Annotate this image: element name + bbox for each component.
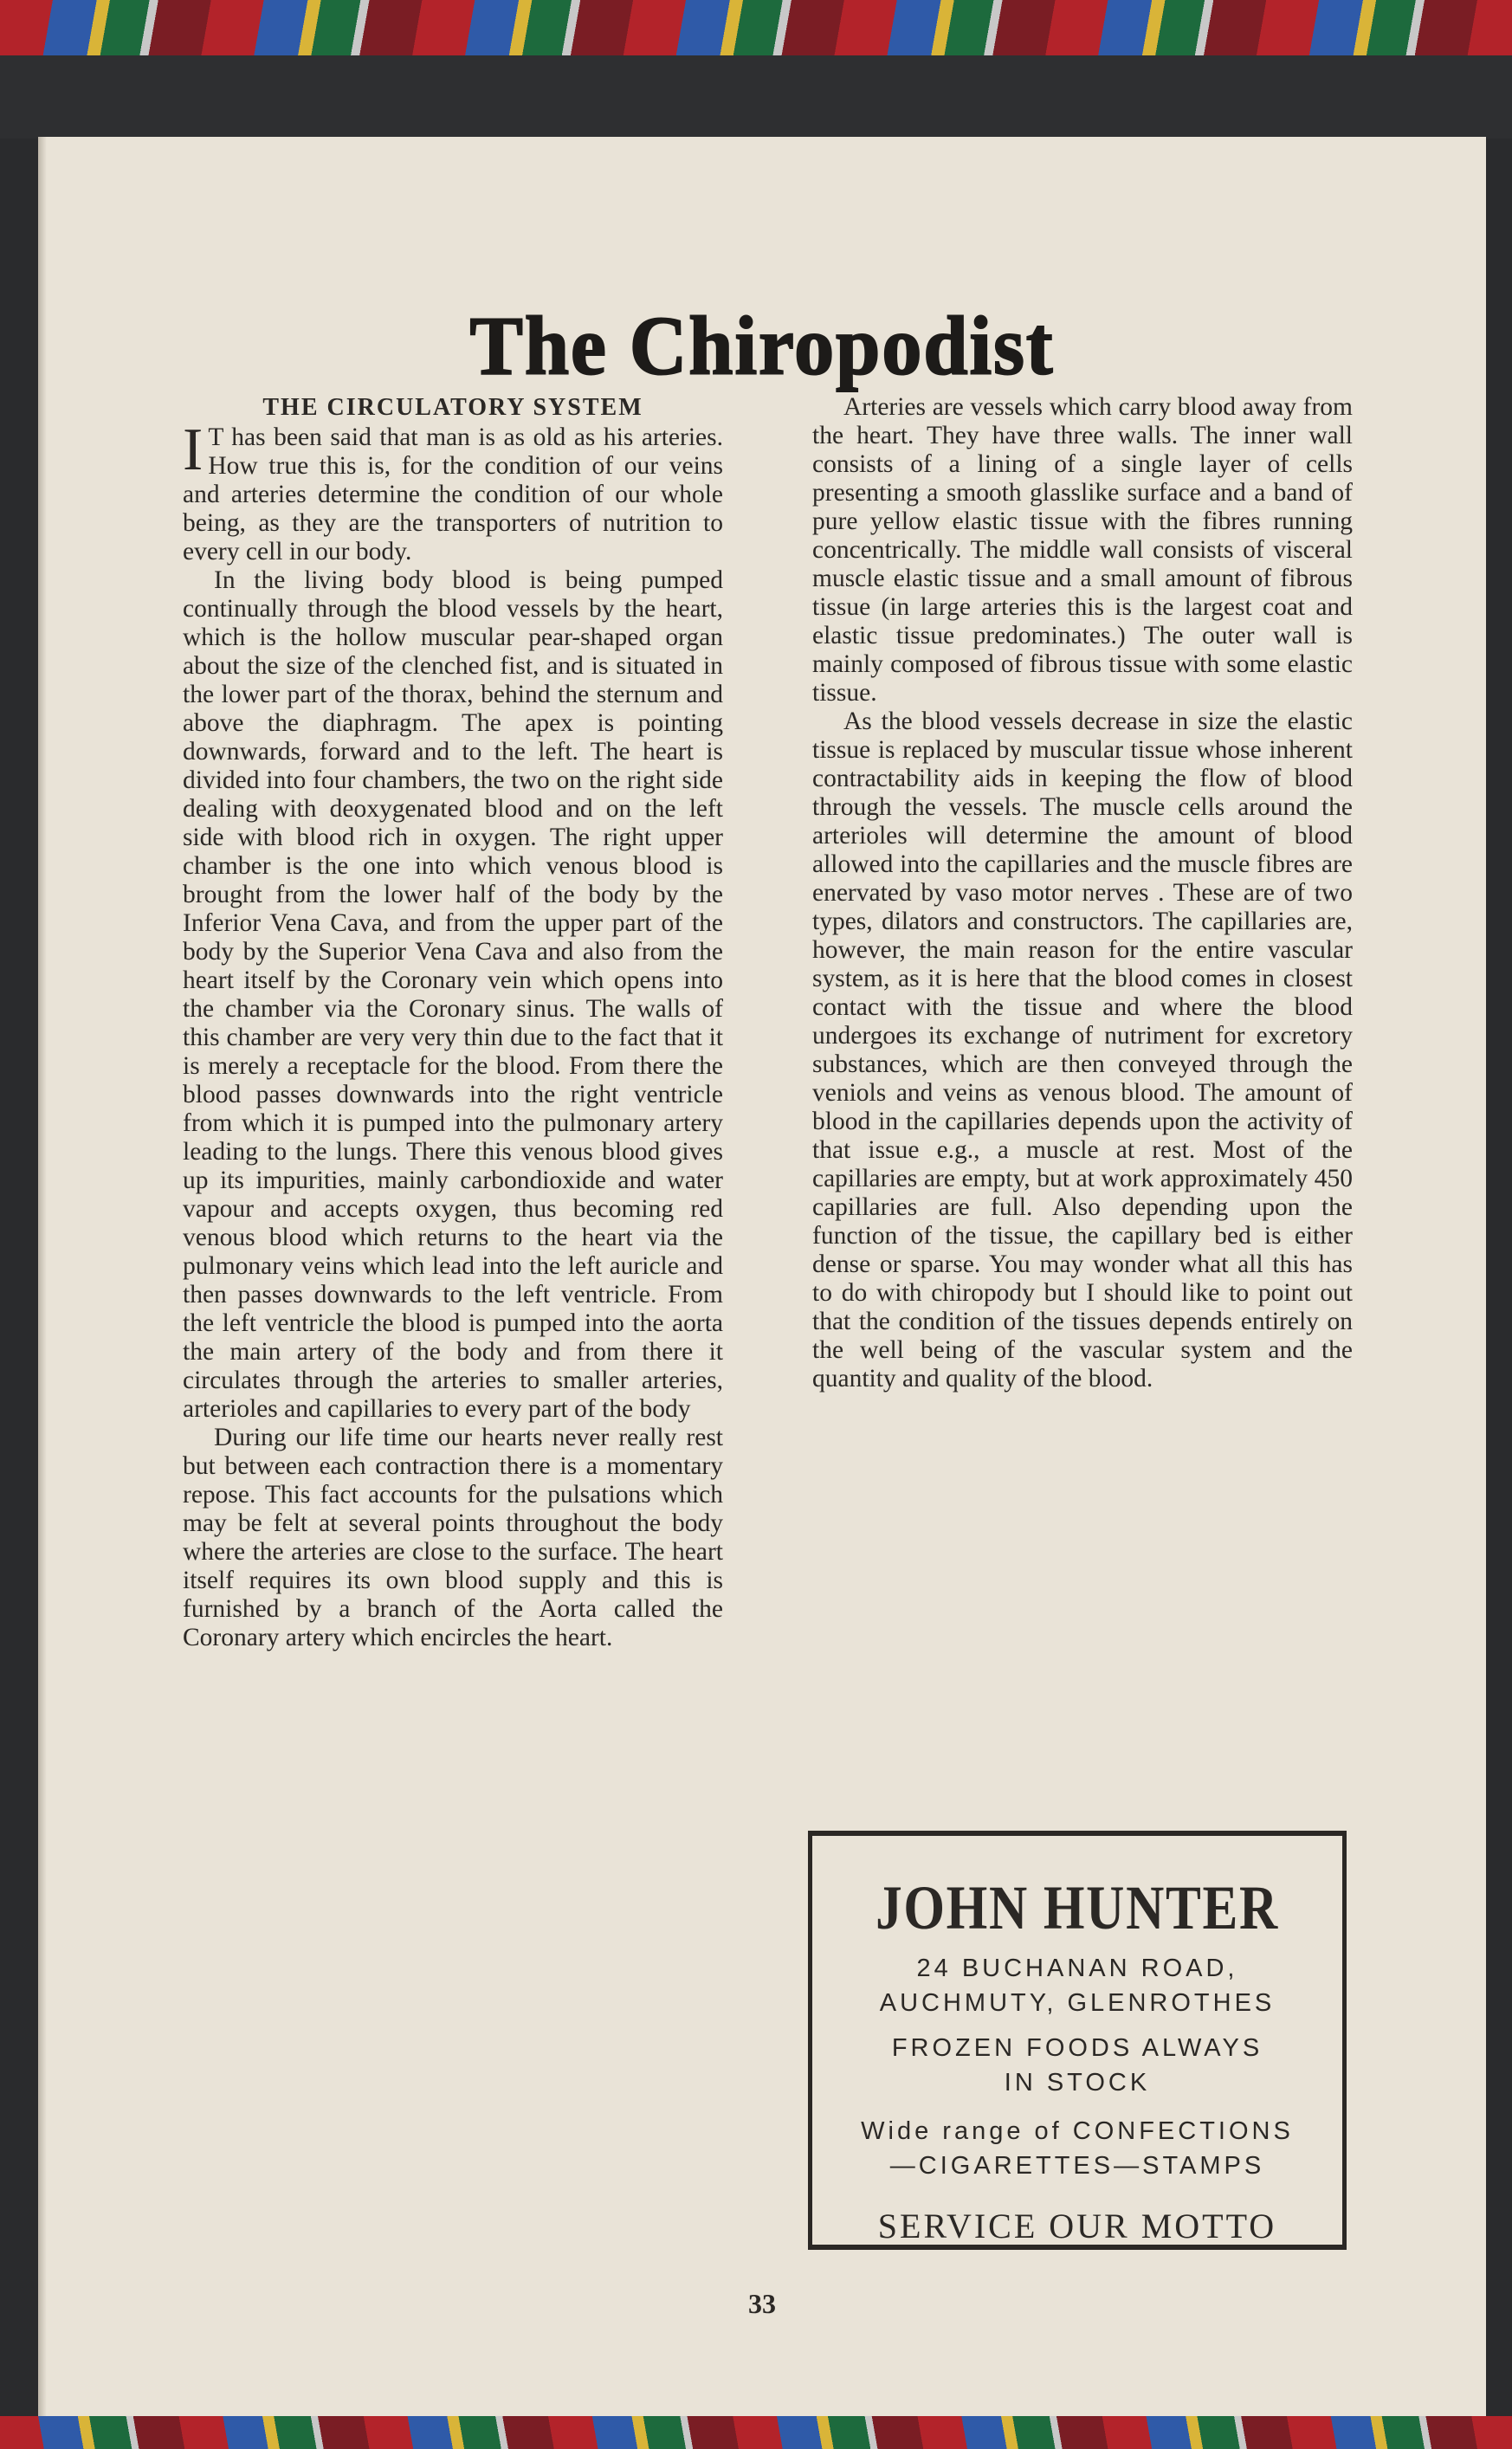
article-heading: THE CIRCULATORY SYSTEM (262, 394, 643, 421)
drop-cap: I (183, 417, 204, 483)
paragraph: As the blood vessels decrease in size the elastic tissue is replaced by muscular tissue whose inherent contractability aids in keeping the flow of blood through the vessels. The muscle cells around the arterioles will determine the amount of blood allowed into the capillaries and the muscle fibres are enervated by vaso motor nerves . These are of two types, dilators and constructors. The capillaries are, however, the main reason for the entire vascular system, as it is here that the blood comes in closest contact with the tissue and where the blood undergoes its exchange of nutriment for excretory substances, which are then conveyed through the veniols and veins as venous blood. The amount of blood in the capillaries depends upon the activity of that issue e.g., a muscle at rest. Most of the capillaries are empty, but at work approximately 450 capillaries are full. Also depending upon the function of the tissue, the capillary bed is either dense or sparse. You may wonder what all this has to do with chiropody but I should like to point out that the condition of the tissues depends entirely on the well being of the vascular system and the quantity and quality of the blood. (812, 708, 1353, 1393)
paragraph (183, 417, 723, 566)
magazine-page (38, 137, 1486, 2416)
left-column (183, 393, 723, 1652)
advert-name: JOHN HUNTER (876, 1873, 1279, 1942)
paragraph: In the living body blood is being pumped continually through the blood vessels by the heart, which is the hollow muscular pear-shaped organ about the size of the clenched fist, and is situated in the lower part of the thorax, behind the sternum and above the diaphragm. The apex is pointing downwards, forward and to the left. The heart is divided into four chambers, the two on the right side dealing with deoxygenated blood and on the left side with blood rich in oxygen. The right upper chamber is the one into which venous blood is brought from the lower half of the body by the Inferior Vena Cava, and from the upper part of the body by the Superior Vena Cava and also from the heart itself by the Coronary vein which opens into the chamber via the Coronary sinus. The walls of this chamber are very very thin due to the fact that it is merely a receptacle for the blood. From there the blood passes downwards into the right ventricle from which it is pumped into the pulmonary artery leading to the lungs. There this venous blood gives up its impurities, mainly carbondioxide and water vapour and accepts oxygen, thus becoming red venous blood which returns to the heart via the pulmonary veins which lead into the left auricle and then passes downwards to the left ventricle. From the left ventricle the blood is pumped into the aorta the main artery of the body and from there it circulates through the arteries to smaller arteries, arterioles and capillaries to every part of the body (183, 566, 723, 1423)
page-number: 33 (748, 2288, 776, 2319)
page-title: The Chiropodist (469, 299, 1055, 392)
paragraph: Arteries are vessels which carry blood away from the heart. They have three walls. The inner wall consists of a lining of a single layer of cells presenting a smooth glasslike surface and a band of pure yellow elastic tissue with the fibres running concentrically. The middle wall consists of visceral muscle elastic tissue and a small amount of fibrous tissue (in large arteries this is the largest coat and elastic tissue predominates.) The outer wall is mainly composed of fibrous tissue with some elastic tissue. (812, 393, 1353, 707)
paragraph: During our life time our hearts never really rest but between each contraction there is a momentary repose. This fact accounts for the pulsations which may be felt at several points throughout the body where the arteries are close to the surface. The heart itself requires its own blood supply and this is furnished by a branch of the Aorta called the Coronary artery which encircles the heart. (183, 1424, 723, 1651)
page-fold (38, 137, 47, 2416)
paragraph-text: T has been said that man is as old as his arteries. How true this is, for the condition of our veins and arteries determine the condition of our whole being, as they are the transporters of nutrition to every cell in our body. (183, 423, 723, 565)
advert-motto: SERVICE OUR MOTTO (877, 2207, 1277, 2245)
advert-address-1: 24 BUCHANAN ROAD, (916, 1955, 1238, 1982)
advert-frozen-2: IN STOCK (1004, 2069, 1151, 2097)
binding-strip-top (0, 0, 1512, 55)
advert-range-2: —CIGARETTES—STAMPS (889, 2152, 1265, 2180)
advert-range-1: Wide range of CONFECTIONS (861, 2117, 1294, 2145)
right-column (812, 393, 1353, 1393)
binding-strip-bottom (0, 2416, 1512, 2449)
cover-edge (0, 55, 1512, 139)
advert-frozen-1: FROZEN FOODS ALWAYS (891, 2034, 1263, 2062)
advertisement-box (808, 1831, 1347, 2250)
advert-address-2: AUCHMUTY, GLENROTHES (879, 1989, 1276, 2017)
